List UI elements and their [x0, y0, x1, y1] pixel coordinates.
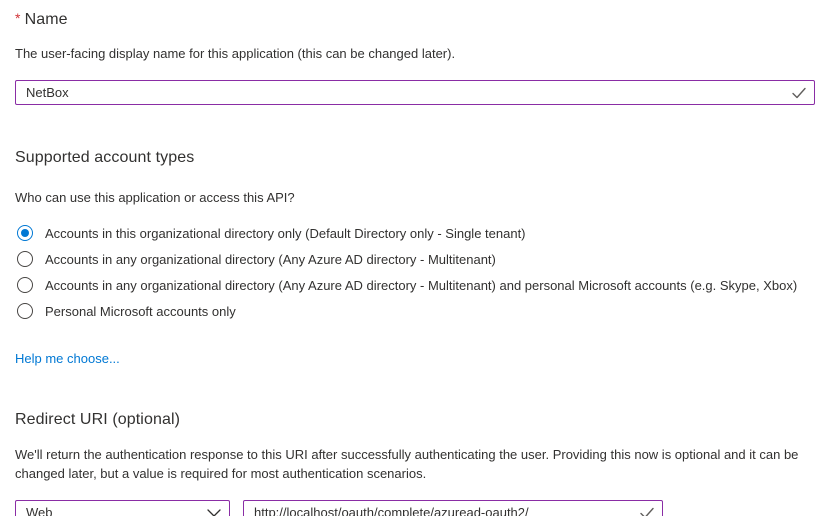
account-types-question: Who can use this application or access this API?	[15, 190, 295, 205]
supported-account-types-section	[15, 149, 815, 368]
name-input[interactable]	[16, 81, 814, 104]
radio-option-label: Accounts in any organizational directory (Any Azure AD directory - Multitenant)	[45, 251, 496, 267]
redirect-uri-row	[15, 500, 815, 516]
redirect-uri-title: Redirect URI (optional)	[15, 411, 181, 428]
account-types-title: Supported account types	[15, 149, 195, 166]
radio-button-icon[interactable]	[17, 303, 33, 319]
radio-button-icon[interactable]	[17, 251, 33, 267]
chevron-down-icon	[207, 508, 221, 516]
radio-option-personal-only[interactable]	[15, 298, 815, 324]
radio-option-label: Personal Microsoft accounts only	[45, 303, 236, 319]
redirect-uri-input[interactable]	[244, 501, 662, 516]
platform-select-dropdown[interactable]	[15, 500, 230, 516]
radio-option-label: Accounts in this organizational directory only (Default Directory only - Single tenant)	[45, 225, 526, 241]
radio-option-single-tenant[interactable]	[15, 220, 815, 246]
radio-button-icon[interactable]	[17, 225, 33, 241]
redirect-uri-description: We'll return the authentication response to this URI after successfully authenticating the user. Providing this now is optional and it can be changed later, but a value is required for most authentication scenarios.	[15, 447, 799, 481]
valid-checkmark-icon	[640, 507, 654, 516]
valid-checkmark-icon	[792, 87, 806, 99]
name-section-title	[15, 10, 815, 29]
radio-option-multitenant[interactable]	[15, 246, 815, 272]
name-section	[15, 10, 815, 105]
radio-button-icon[interactable]	[17, 277, 33, 293]
redirect-uri-section	[15, 411, 815, 516]
account-types-radio-group	[15, 220, 815, 324]
platform-selected-value: Web	[26, 505, 53, 516]
help-me-choose-link[interactable]: Help me choose...	[15, 351, 120, 366]
name-title-text: Name	[24, 11, 68, 28]
radio-option-multitenant-personal[interactable]	[15, 272, 815, 298]
name-input-container	[15, 80, 815, 105]
radio-option-label: Accounts in any organizational directory (Any Azure AD directory - Multitenant) and personal Microsoft accounts (e.g. Skype, Xbox)	[45, 277, 798, 293]
redirect-uri-input-container	[243, 500, 663, 516]
name-description: The user-facing display name for this application (this can be changed later).	[15, 46, 456, 61]
required-asterisk: *	[15, 10, 21, 26]
